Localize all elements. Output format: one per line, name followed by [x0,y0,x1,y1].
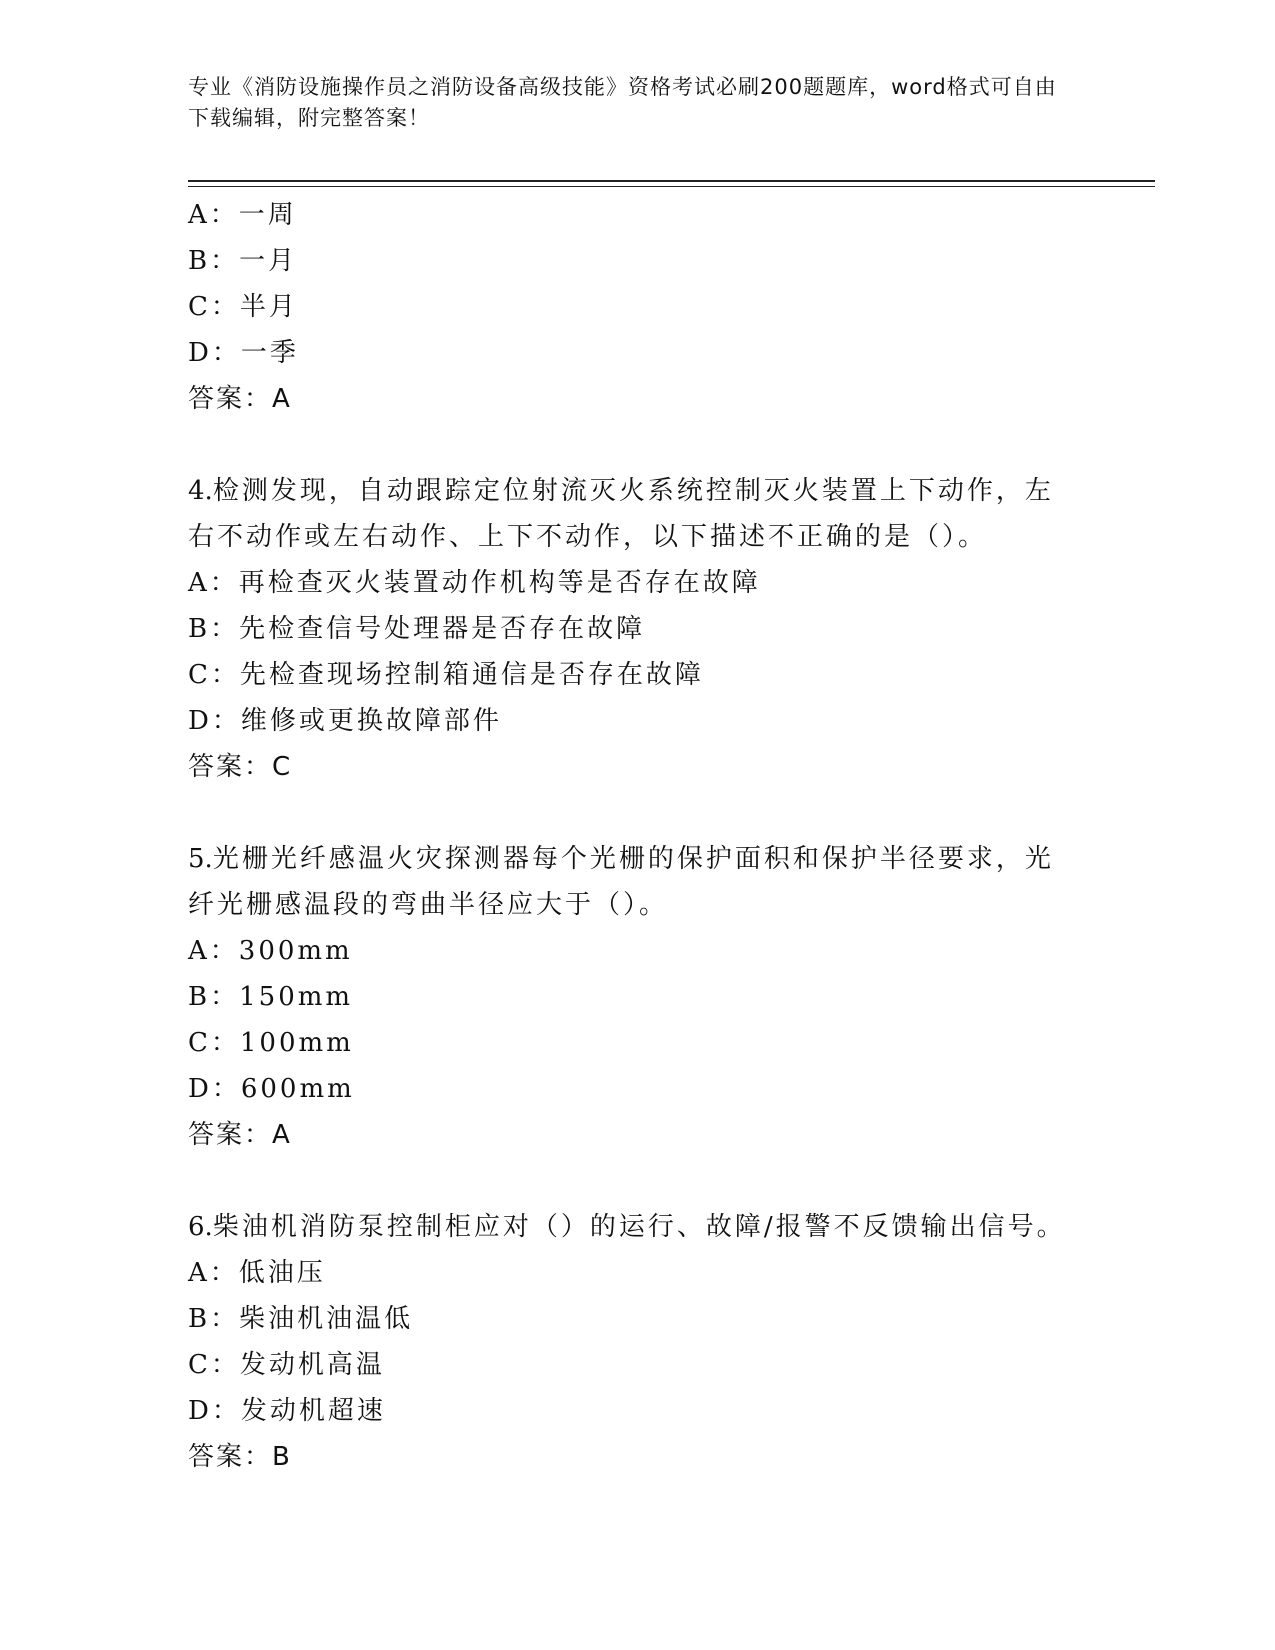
option-c: C：先检查现场控制箱通信是否存在故障 [188,660,704,690]
question-text [188,1204,1068,1250]
question-3-block [188,192,1068,422]
option-a: A：再检查灭火装置动作机构等是否存在故障 [188,568,761,598]
question-6-block [188,1204,1068,1480]
header-divider-thin [188,186,1155,187]
question-number: 6. [188,1212,213,1242]
question-stem: 检测发现，自动跟踪定位射流灭火系统控制灭火装置上下动作，左右不动作或左右动作、上下不动作，以下描述不正确的是（）。 [188,476,1054,552]
question-stem: 柴油机消防泵控制柜应对（）的运行、故障/报警不反馈输出信号。 [212,1212,1066,1242]
question-5-block [188,836,1068,1158]
option-c: C：100mm [188,1028,354,1058]
option-c: C：半月 [188,292,298,322]
question-list [188,192,1068,1480]
option-a: A：一周 [188,200,297,230]
answer-line: 答案：A [188,384,292,414]
question-stem: 光栅光纤感温火灾探测器每个光栅的保护面积和保护半径要求，光纤光栅感温段的弯曲半径应大于（）。 [188,844,1054,920]
option-c: C：发动机高温 [188,1350,385,1380]
answer-line: 答案：C [188,752,293,782]
question-4-block [188,468,1068,790]
document-header: 专业《消防设施操作员之消防设备高级技能》资格考试必刷200题题库，word格式可自由下载编辑，附完整答案！ [188,75,1057,130]
option-d: D：维修或更换故障部件 [188,706,502,736]
question-text [188,836,1068,928]
question-number: 5. [188,844,213,874]
option-b: B：150mm [188,982,354,1012]
answer-line: 答案：A [188,1120,292,1150]
question-text [188,468,1068,560]
option-d: D：发动机超速 [188,1396,386,1426]
option-a: A：低油压 [188,1258,326,1288]
option-d: D：600mm [188,1074,355,1104]
header-divider-thick [188,180,1155,182]
option-b: B：一月 [188,246,298,276]
option-a: A：300mm [188,936,353,966]
option-b: B：柴油机油温低 [188,1304,414,1334]
option-d: D：一季 [188,338,299,368]
question-number: 4. [188,476,213,506]
option-b: B：先检查信号处理器是否存在故障 [188,614,646,644]
answer-line: 答案：B [188,1442,292,1472]
